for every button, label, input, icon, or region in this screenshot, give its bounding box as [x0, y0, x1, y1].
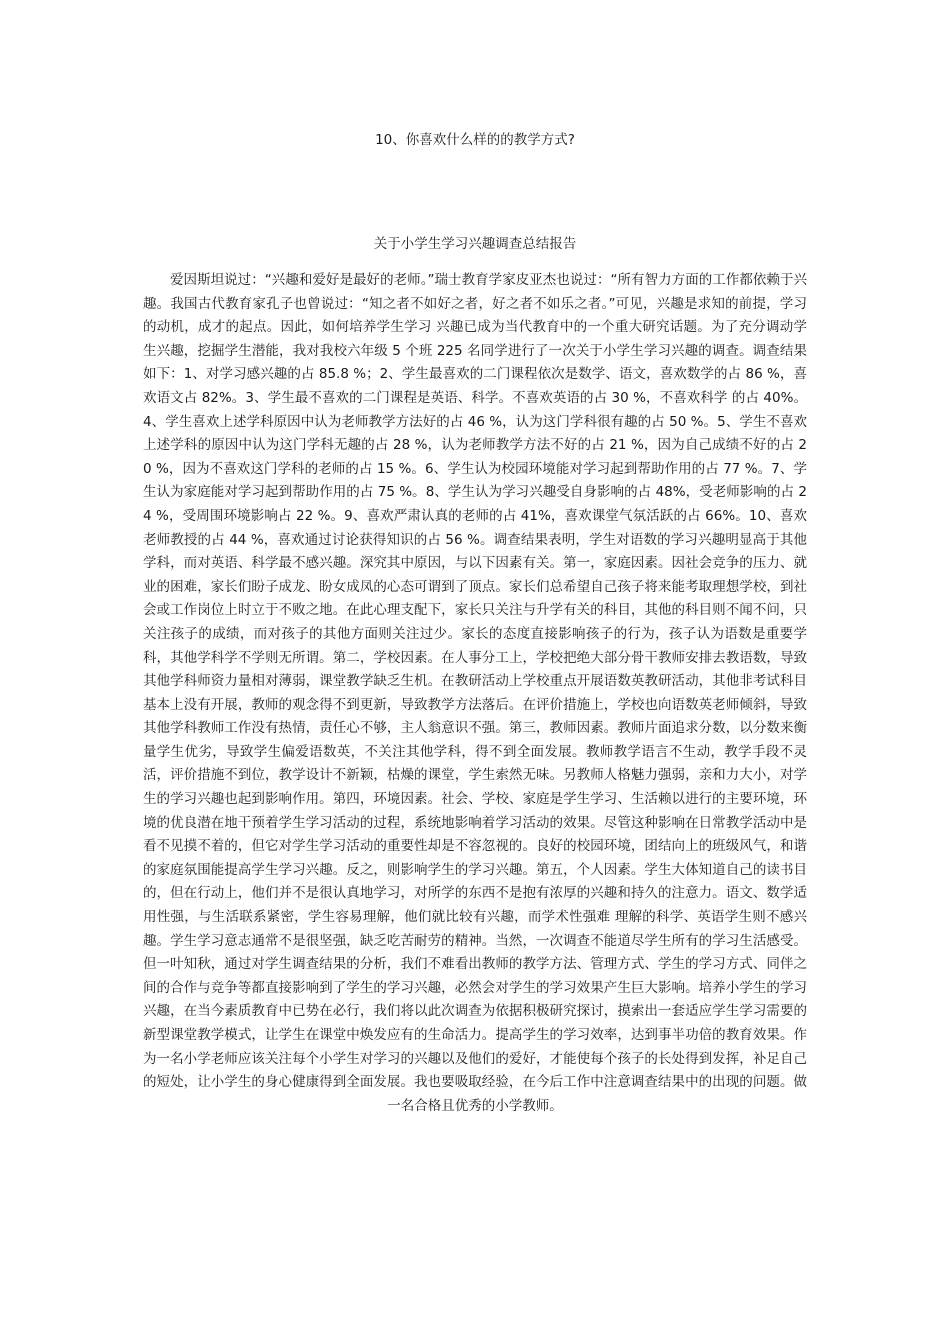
report-body-paragraph: 爱因斯坦说过：“兴趣和爱好是最好的老师。”瑞士教育学家皮亚杰也说过：“所有智力方面的工作都依赖于兴趣。我国古代教育家孔子也曾说过：“知之者不如好之者，好之者不如乐之者。”可见，兴趣是求知的前提，学习的动机，成才的起点。因此，如何培养学生学习 兴趣已成为当代教育中的一个重大研究话题。为了充分调动学生兴趣，挖掘学生潜能，我对我校六年级 5 个班 225 名同学进行了一次关于小学生学习兴趣的调查。调查结果如下：1、对学习感兴趣的占 85.8 %；2、学生最喜欢的二门课程依次是数学、语文，喜欢数学的占 86 %，喜欢语文占 82%。3、学生最不喜欢的二门课程是英语、科学。不喜欢英语的占 30 %，不喜欢科学 的占 40%。4、学生喜欢上述学科原因中认为老师教学方法好的占 46 %，认为这门学科很有趣的占 50 %。5、学生不喜欢上述学科的原因中认为这门学科无趣的占 28 %，认为老师教学方法不好的占 21 %，因为自己成绩不好的占 20 %，因为不喜欢这门学科的老师的占 15 %。6、学生认为校园环境能对学习起到帮助作用的占 77 %。7、学生认为家庭能对学习起到帮助作用的占 75 %。8、学生认为学习兴趣受自身影响的占 48%，受老师影响的占 24 %，受周围环境影响占 22 %。9、喜欢严肃认真的老师的占 41%，喜欢课堂气氛活跃的占 66%。10、喜欢老师教授的占 44 %，喜欢通过讨论获得知识的占 56 %。调查结果表明，学生对语数的学习兴趣明显高于其他学科，而对英语、科学最不感兴趣。深究其中原因，与以下因素有关。第一，家庭因素。因社会竞争的压力、就业的困难，家长们盼子成龙、盼女成凤的心态可谓到了顶点。家长们总希望自己孩子将来能考取理想学校，到社会或工作岗位上时立于不败之地。在此心理支配下，家长只关注与升学有关的科目，其他的科目则不闻不问，只关注孩子的成绩，而对孩子的其他方面则关注过少。家长的态度直接影响孩子的行为，孩子认为语数是重要学科，其他学科学不学则无所谓。第二，学校因素。在人事分工上，学校把绝大部分骨干教师安排去教语数，导致其他学科师资力量相对薄弱，课堂教学缺乏生机。在教研活动上学校重点开展语数英教研活动，其他非考试科目基本上没有开展，教师的观念得不到更新，导致教学方法落后。在评价措施上，学校也向语数英老师倾斜，导致其他学科教师工作没有热情，责任心不够，主人翁意识不强。第三，教师因素。教师片面追求分数，以分数来衡量学生优劣，导致学生偏爱语数英，不关注其他学科，得不到全面发展。教师教学语言不生动，教学手段不灵活，评价措施不到位，教学设计不新颖，枯燥的课堂，学生索然无味。另教师人格魅力强弱，亲和力大小，对学生的学习兴趣也起到影响作用。第四，环境因素。社会、学校、家庭是学生学习、生活赖以进行的主要环境，环境的优良潜在地干预着学生学习活动的过程，系统地影响着学习活动的效果。尽管这种影响在日常教学活动中是看不见摸不着的，但它对学生学习活动的重要性却是不容忽视的。良好的校园环境，团结向上的班级风气，和谐的家庭氛围能提高学生学习兴趣。反之，则影响学生的学习兴趣。第五，个人因素。学生大体知道自己的读书目的，但在行动上，他们并不是很认真地学习，对所学的东西不是抱有浓厚的兴趣和持久的注意力。语文、数学适用性强，与生活联系紧密，学生容易理解，他们就比较有兴趣，而学术性强难 理解的科学、英语学生则不感兴趣。学生学习意志通常不是很坚强，缺乏吃苦耐劳的精神。当然，一次调查不能道尽学生所有的学习生活感受。但一叶知秋，通过对学生调查结果的分析，我们不难看出教师的教学方法、管理方式、学生的学习方式、同伴之间的合作与竞争等都直接影响到了学生的学习兴趣，必然会对学生的学习效果产生巨大影响。培养小学生的学习兴趣，在当今素质教育中已势在必行，我们将以此次调查为依据积极研究探讨，摸索出一套适应学生学习需要的新型课堂教学模式，让学生在课堂中焕发应有的生命活力。提高学生的学习效率，达到事半功倍的教育效果。作为一名小学老师应该关注每个小学生对学习的兴趣以及他们的爱好，才能使每个孩子的长处得到发挥，补足自己的短处，让小学生的身心健康得到全面发展。我也要吸取经验，在今后工作中注意调查结果中的出现的问题。做一名合格且优秀的小学教师。 [143, 272, 807, 1114]
report-title: 关于小学生学习兴趣调查总结报告 [373, 236, 577, 252]
survey-question-line: 10、你喜欢什么样的的教学方式? [375, 132, 575, 148]
